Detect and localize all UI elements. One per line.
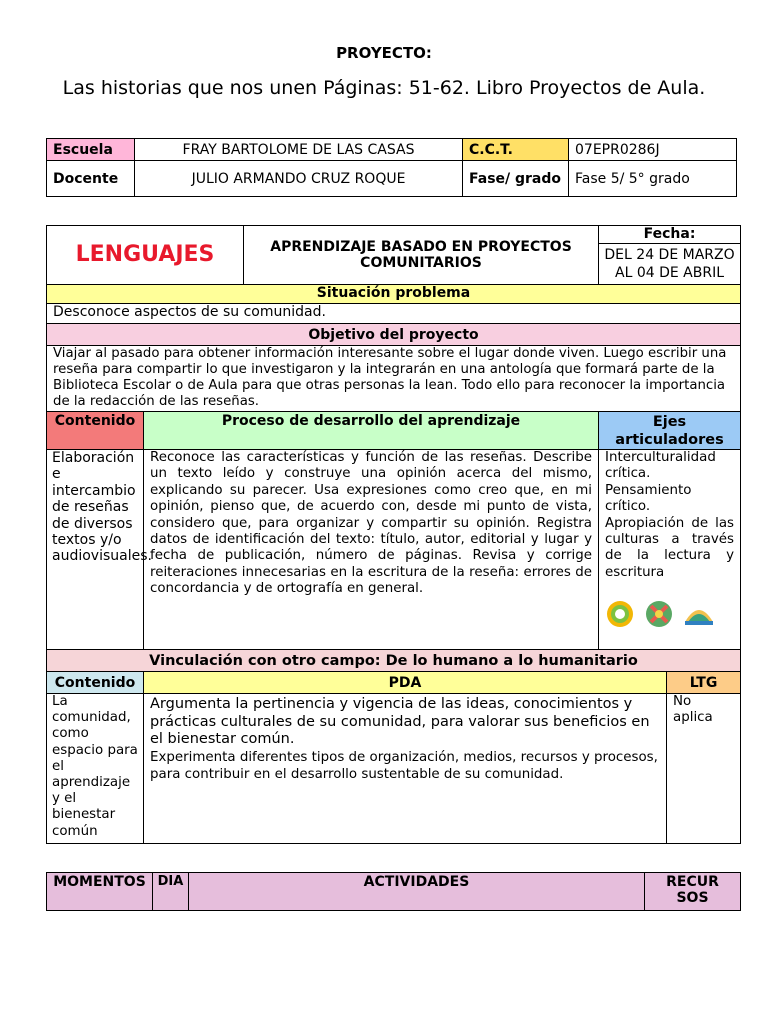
cct-label: C.C.T. bbox=[463, 139, 569, 161]
campo-formativo: LENGUAJES bbox=[47, 226, 244, 285]
eje-item-1: Pensamiento crítico. bbox=[605, 482, 692, 515]
cct-value: 07EPR0286J bbox=[569, 139, 737, 161]
pda-cell bbox=[144, 694, 667, 844]
ejes-icons bbox=[605, 599, 734, 634]
pda-text-2: Experimenta diferentes tipos de organización, medios, recursos y procesos, para contribuir en el desarrollo sustentable de su comunidad. bbox=[150, 749, 658, 782]
eje-item-2: Apropiación de las culturas a través de la lectura y escritura bbox=[605, 515, 735, 580]
situacion-label: Situación problema bbox=[47, 285, 741, 304]
objetivo-label: Objetivo del proyecto bbox=[47, 324, 741, 346]
docente-value: JULIO ARMANDO CRUZ ROQUE bbox=[135, 161, 463, 197]
contenido2-text: La comunidad, como espacio para el aprendizaje y el bienestar común bbox=[47, 694, 144, 844]
ejes-header: Ejes articuladores bbox=[599, 412, 741, 450]
actividades-header: ACTIVIDADES bbox=[189, 873, 645, 911]
objetivo-text: Viajar al pasado para obtener información interesante sobre el lugar donde viven. Luego escribir una reseña para compartir lo que investigaron y la integrarán en una antología que formará parte de la Biblioteca Escolar o de Aula para que otras personas la lean. Todo ello para reconocer la importancia de la redacción de las reseñas. bbox=[47, 346, 741, 412]
docente-label: Docente bbox=[47, 161, 135, 197]
recursos-header: RECURSOS bbox=[645, 873, 741, 911]
contenido2-header: Contenido bbox=[47, 672, 144, 694]
pensamiento-critico-icon bbox=[645, 600, 673, 633]
interculturalidad-icon bbox=[605, 599, 635, 634]
pda-text-1: Argumenta la pertinencia y vigencia de las ideas, conocimientos y prácticas culturales de su comunidad, para valorar sus beneficios en el bienestar común. bbox=[150, 696, 650, 747]
escuela-label: Escuela bbox=[47, 139, 135, 161]
school-info-table bbox=[46, 138, 737, 197]
metodologia: APRENDIZAJE BASADO EN PROYECTOS COMUNITARIOS bbox=[244, 226, 599, 285]
fecha-label: Fecha: bbox=[599, 226, 740, 244]
planning-table bbox=[46, 225, 741, 844]
momentos-table bbox=[46, 872, 741, 911]
escuela-value: FRAY BARTOLOME DE LAS CASAS bbox=[135, 139, 463, 161]
dia-header: DIA bbox=[153, 873, 189, 911]
project-title: Las historias que nos unen Páginas: 51-62. Libro Proyectos de Aula. bbox=[62, 77, 706, 99]
proceso-header: Proceso de desarrollo del aprendizaje bbox=[144, 412, 599, 450]
fecha-cell bbox=[599, 226, 741, 285]
fase-value: Fase 5/ 5° grado bbox=[569, 161, 737, 197]
fase-label: Fase/ grado bbox=[463, 161, 569, 197]
project-label: PROYECTO: bbox=[336, 44, 432, 62]
pda-header: PDA bbox=[144, 672, 667, 694]
contenido-text: Elaboración e intercambio de reseñas de diversos textos y/o audiovisuales. bbox=[47, 450, 144, 650]
ltg-text: No aplica bbox=[667, 694, 741, 844]
apropiacion-culturas-icon bbox=[683, 602, 715, 631]
ejes-cell bbox=[599, 450, 741, 650]
fecha-value: DEL 24 DE MARZO AL 04 DE ABRIL bbox=[604, 247, 735, 281]
eje-item-0: Interculturalidad crítica. bbox=[605, 450, 716, 482]
contenido-header: Contenido bbox=[47, 412, 144, 450]
vinculacion-label: Vinculación con otro campo: De lo humano a lo humanitario bbox=[47, 650, 741, 672]
ltg-header: LTG bbox=[667, 672, 741, 694]
proceso-text: Reconoce las características y función de las reseñas. Describe un texto leído y construye una opinión acerca del mismo, explicando su parecer. Usa expresiones como creo que, en mi opinión, pienso que, de acuerdo con, desde mi punto de vista, considero que, para organizar y compartir su opinión. Registra datos de identificación del texto: título, autor, editorial y lugar y fecha de publicación, número de páginas. Revisa y corrige reiteraciones innecesarias en la escritura de la reseña: errores de concordancia y de ortografía en general. bbox=[144, 450, 599, 650]
situacion-text: Desconoce aspectos de su comunidad. bbox=[47, 304, 741, 324]
momentos-header: MOMENTOS bbox=[47, 873, 153, 911]
